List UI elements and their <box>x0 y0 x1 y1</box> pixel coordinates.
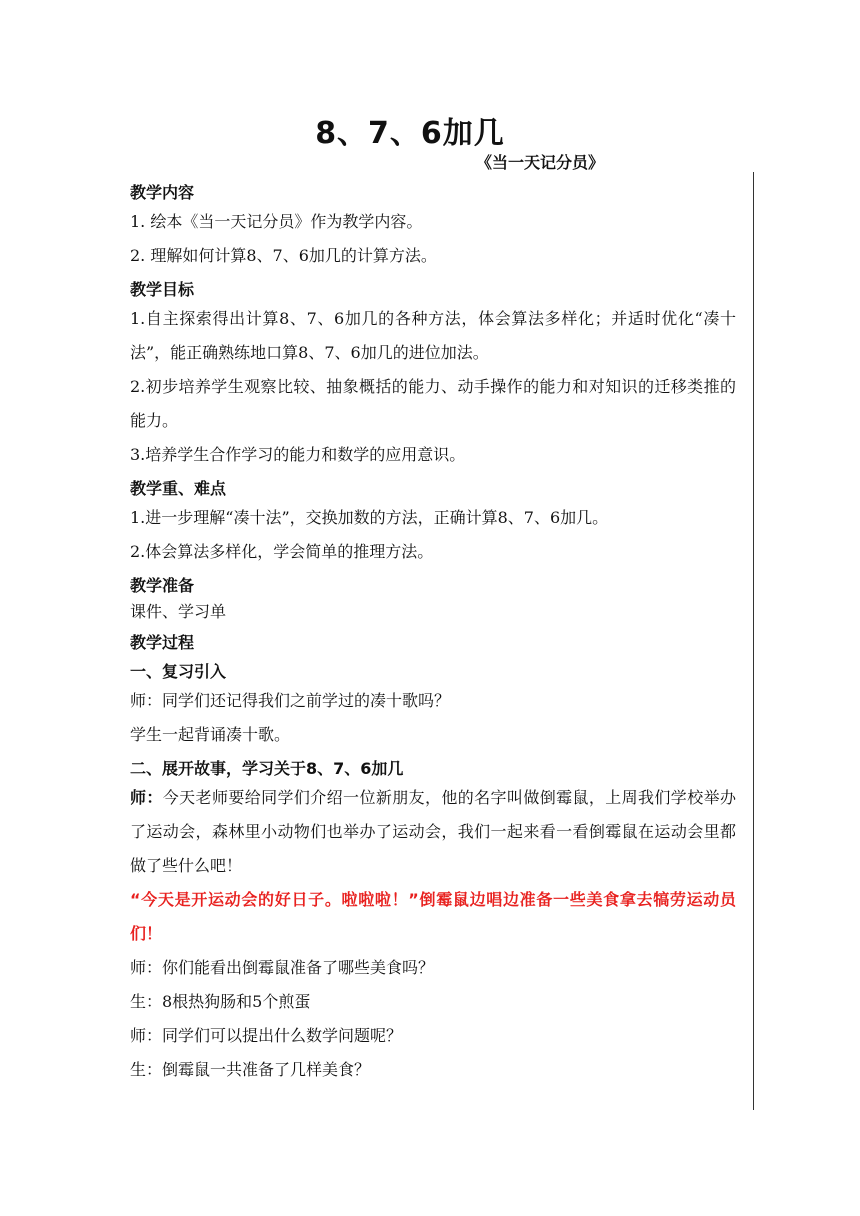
section-heading-key-points: 教学重、难点 <box>130 479 227 498</box>
content-item-2: 2. 理解如何计算8、7、6加几的计算方法。 <box>130 246 437 265</box>
step1-line-1: 师：同学们还记得我们之前学过的凑十歌吗？ <box>130 691 451 710</box>
teacher-label: 师： <box>130 788 163 807</box>
dialog-line-3: 师：同学们可以提出什么数学问题呢？ <box>130 1026 403 1045</box>
content-item-1: 1. 绘本《当一天记分员》作为教学内容。 <box>130 212 423 231</box>
step1-line-2: 学生一起背诵凑十歌。 <box>130 725 291 744</box>
goal-item-1: 1.自主探索得出计算8、7、6加几的各种方法，体会算法多样化；并适时优化“凑十法”，能正确熟练地口算8、7、6加几的进位加法。 <box>130 309 736 362</box>
section-heading-process: 教学过程 <box>130 633 195 652</box>
teacher-text: 今天老师要给同学们介绍一位新朋友，他的名字叫做倒霉鼠，上周我们学校举办了运动会，森林里小动物们也举办了运动会，我们一起来看一看倒霉鼠在运动会里都做了些什么吧！ <box>130 788 736 875</box>
section-heading-goals: 教学目标 <box>130 280 195 299</box>
story-quote: “今天是开运动会的好日子。啦啦啦！”倒霉鼠边唱边准备一些美食拿去犒劳运动员们！ <box>130 890 736 943</box>
lesson-body <box>130 176 736 1087</box>
dialog-line-4: 生：倒霉鼠一共准备了几样美食？ <box>130 1060 371 1079</box>
dialog-line-1: 师：你们能看出倒霉鼠准备了哪些美食吗？ <box>130 958 435 977</box>
preparation-text: 课件、学习单 <box>130 602 227 621</box>
dialog-line-2: 生：8根热狗肠和5个煎蛋 <box>130 992 311 1011</box>
key-point-2: 2.体会算法多样化，学会简单的推理方法。 <box>130 542 434 561</box>
step2-heading: 二、展开故事，学习关于8、7、6加几 <box>130 759 404 778</box>
key-point-1: 1.进一步理解“凑十法”，交换加数的方法，正确计算8、7、6加几。 <box>130 508 609 527</box>
document-title: 8、7、6加几 <box>315 116 505 151</box>
document-subtitle: 《当一天记分员》 <box>476 153 605 172</box>
step2-teacher-paragraph <box>130 781 736 883</box>
margin-rule <box>753 172 754 1110</box>
goal-item-2: 2.初步培养学生观察比较、抽象概括的能力、动手操作的能力和对知识的迁移类推的能力。 <box>130 377 736 430</box>
step1-heading: 一、复习引入 <box>130 662 227 681</box>
section-heading-preparation: 教学准备 <box>130 576 195 595</box>
goal-item-3: 3.培养学生合作学习的能力和数学的应用意识。 <box>130 445 466 464</box>
section-heading-content: 教学内容 <box>130 183 195 202</box>
